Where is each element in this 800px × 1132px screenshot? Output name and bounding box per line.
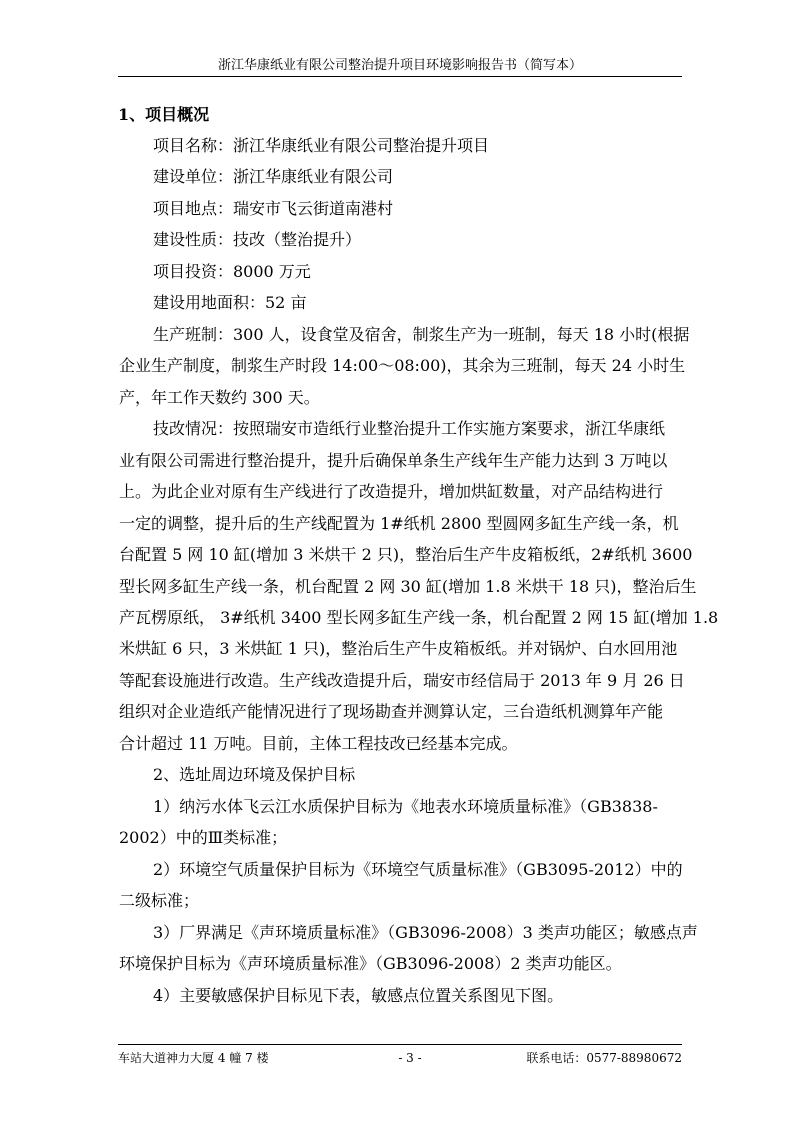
section-heading: 1、项目概况	[118, 105, 210, 124]
protection-target-4-line: 4）主要敏感保护目标见下表，敏感点位置关系图见下图。	[153, 986, 564, 1005]
construction-unit-line: 建设单位：浙江华康纸业有限公司	[153, 167, 394, 186]
renovation-paragraph-line-2: 业有限公司需进行整治提升，提升后确保单条生产线年生产能力达到 3 万吨以	[119, 451, 668, 470]
land-area-line: 建设用地面积：52 亩	[153, 293, 307, 312]
renovation-paragraph-line-6: 型长网多缸生产线一条，机台配置 2 网 30 缸(增加 1.8 米烘干 18 只)，整治后生	[119, 577, 697, 596]
production-shift-line-2: 企业生产制度，制浆生产时段 14:00～08:00)，其余为三班制，每天 24 小时生	[119, 356, 686, 375]
renovation-paragraph-line-10: 组织对企业造纸产能情况进行了现场勘查并测算认定，三台造纸机测算年产能	[119, 702, 664, 721]
renovation-paragraph-line-11: 合计超过 11 万吨。目前，主体工程技改已经基本完成。	[119, 734, 518, 753]
protection-target-1-line-1: 1）纳污水体飞云江水质保护目标为《地表水环境质量标准》（GB3838-	[153, 797, 658, 816]
investment-line: 项目投资：8000 万元	[153, 262, 311, 281]
page-number: - 3 -	[398, 1051, 422, 1065]
renovation-paragraph-line-4: 一定的调整，提升后的生产线配置为 1#纸机 2800 型圆网多缸生产线一条，机	[119, 514, 679, 533]
footer-phone: 联系电话：0577-88980672	[526, 1051, 682, 1065]
protection-target-1-line-2: 2002）中的Ⅲ类标准；	[119, 828, 288, 847]
construction-nature-line: 建设性质：技改（整治提升）	[153, 230, 362, 249]
renovation-paragraph-line-9: 等配套设施进行改造。生产线改造提升后，瑞安市经信局于 2013 年 9 月 26 日	[119, 671, 685, 690]
renovation-paragraph-line-3: 上。为此企业对原有生产线进行了改造提升，增加烘缸数量，对产品结构进行	[119, 482, 664, 501]
protection-target-2-line-2: 二级标准；	[119, 891, 200, 910]
project-name-line: 项目名称：浙江华康纸业有限公司整治提升项目	[153, 136, 490, 155]
renovation-paragraph-line-8: 米烘缸 6 只，3 米烘缸 1 只)，整治后生产牛皮箱板纸。并对锅炉、白水回用池	[119, 639, 678, 658]
header-divider	[118, 76, 682, 77]
protection-target-2-line-1: 2）环境空气质量保护目标为《环境空气质量标准》（GB3095-2012）中的	[153, 860, 683, 879]
production-shift-line-3: 产，年工作天数约 300 天。	[119, 388, 320, 407]
renovation-paragraph-line-1: 技改情况：按照瑞安市造纸行业整治提升工作实施方案要求，浙江华康纸	[153, 419, 666, 438]
footer-divider	[118, 1044, 682, 1045]
production-shift-line-1: 生产班制：300 人，设食堂及宿舍，制浆生产为一班制，每天 18 小时(根据	[153, 325, 690, 344]
protection-target-3-line-2: 环境保护目标为《声环境质量标准》（GB3096-2008）2 类声功能区。	[119, 954, 622, 973]
protection-target-3-line-1: 3）厂界满足《声环境质量标准》（GB3096-2008）3 类声功能区；敏感点声	[153, 923, 698, 942]
renovation-paragraph-line-7: 产瓦楞原纸， 3#纸机 3400 型长网多缸生产线一条，机台配置 2 网 15 缸(增加 1.8	[119, 608, 719, 627]
subsection-heading: 2、选址周边环境及保护目标	[153, 765, 356, 784]
renovation-paragraph-line-5: 台配置 5 网 10 缸(增加 3 米烘干 2 只)，整治后生产牛皮箱板纸，2#纸机 3600	[119, 545, 693, 564]
page-header-title: 浙江华康纸业有限公司整治提升项目环境影响报告书（简写本）	[217, 58, 582, 73]
project-location-line: 项目地点：瑞安市飞云街道南港村	[153, 199, 394, 218]
footer-address: 车站大道神力大厦 4 幢 7 楼	[118, 1051, 269, 1065]
